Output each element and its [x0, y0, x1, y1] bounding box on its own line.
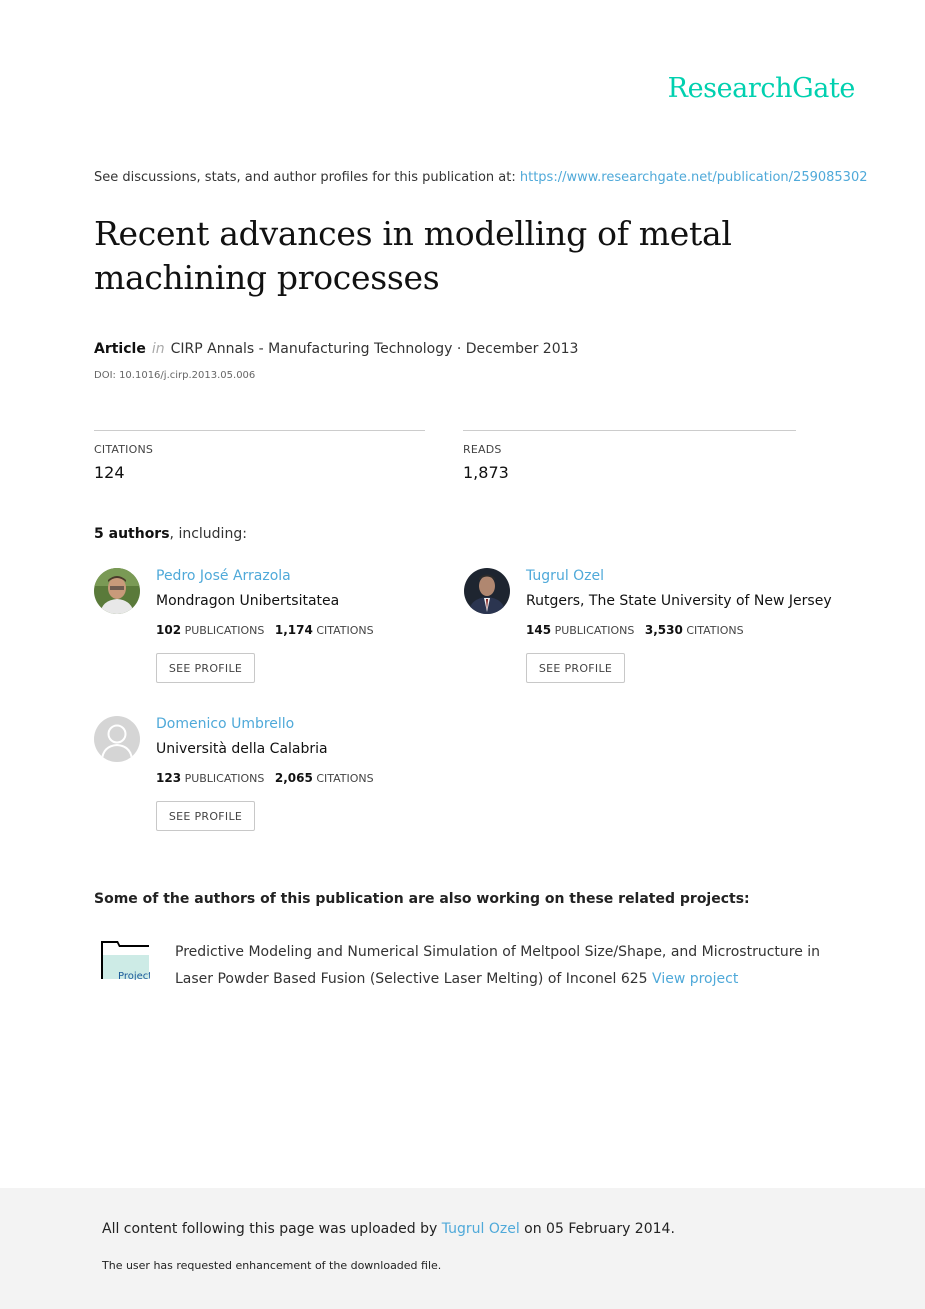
upload-prefix: All content following this page was uploaded by: [102, 1221, 442, 1237]
enhancement-note: The user has requested enhancement of the downloaded file.: [102, 1259, 442, 1272]
publications-count: 145: [526, 623, 552, 637]
publications-label: PUBLICATIONS: [184, 624, 265, 637]
citations-count: 3,530: [644, 623, 683, 637]
citations-label: CITATIONS: [316, 624, 374, 637]
see-profile-button[interactable]: SEE PROFILE: [156, 653, 255, 683]
authors-count: 5 authors: [94, 526, 170, 542]
author-card: [94, 716, 454, 846]
researchgate-logo[interactable]: ResearchGate: [667, 73, 855, 104]
publications-label: PUBLICATIONS: [184, 772, 265, 785]
author-card: [94, 568, 454, 698]
citations-stat: [94, 430, 425, 482]
see-profile-button[interactable]: SEE PROFILE: [526, 653, 625, 683]
publications-count: 123: [156, 771, 182, 785]
citations-count: 1,174: [274, 623, 313, 637]
see-discussions-line: [94, 170, 868, 185]
view-project-link[interactable]: View project: [652, 971, 739, 987]
avatar[interactable]: [94, 568, 140, 614]
doi: DOI: 10.1016/j.cirp.2013.05.006: [94, 370, 256, 381]
citations-value: 124: [94, 463, 125, 482]
authors-suffix: , including:: [169, 526, 247, 542]
publication-type: Article: [94, 341, 146, 357]
reads-value: 1,873: [463, 463, 509, 482]
project-text: Predictive Modeling and Numerical Simulation of Meltpool Size/Shape, and Microstructure in Laser Powder Based Fusion (Selective Laser Melting) of Inconel 625: [175, 944, 821, 987]
in-label: in: [151, 341, 165, 357]
upload-suffix: on 05 February 2014.: [519, 1221, 675, 1237]
author-counts: [156, 623, 374, 637]
default-avatar-icon[interactable]: [94, 716, 140, 762]
citations-label: CITATIONS: [316, 772, 374, 785]
publication-meta: [94, 341, 578, 357]
related-projects-heading: Some of the authors of this publication are also working on these related projects:: [94, 891, 750, 907]
authors-count-line: [94, 526, 247, 542]
author-card: [464, 568, 832, 698]
citations-count: 2,065: [274, 771, 313, 785]
citations-label: CITATIONS: [686, 624, 744, 637]
uploader-link[interactable]: Tugrul Ozel: [441, 1221, 520, 1237]
project-description: [175, 939, 835, 993]
footer: [0, 1188, 925, 1309]
see-discussions-text: See discussions, stats, and author profiles for this publication at:: [94, 170, 520, 185]
upload-line: [102, 1221, 675, 1237]
publication-title: Recent advances in modelling of metal machining processes: [94, 214, 732, 297]
reads-label: READS: [463, 443, 502, 456]
citations-label: CITATIONS: [94, 443, 154, 456]
author-name-link[interactable]: Tugrul Ozel: [526, 568, 605, 584]
author-name-link[interactable]: Domenico Umbrello: [156, 716, 295, 732]
project-icon[interactable]: [100, 940, 150, 980]
publication-url-link[interactable]: https://www.researchgate.net/publication/259085302: [519, 170, 868, 185]
reads-stat: [463, 430, 796, 482]
see-profile-button[interactable]: SEE PROFILE: [156, 801, 255, 831]
author-counts: [156, 771, 374, 785]
author-institution: Mondragon Unibertsitatea: [156, 593, 340, 609]
author-institution: Rutgers, The State University of New Jersey: [526, 593, 832, 609]
author-institution: Università della Calabria: [156, 741, 328, 757]
publications-count: 102: [156, 623, 182, 637]
publications-label: PUBLICATIONS: [554, 624, 635, 637]
project-icon-label: Project: [118, 971, 150, 980]
author-name-link[interactable]: Pedro José Arrazola: [156, 568, 291, 584]
venue-date: CIRP Annals - Manufacturing Technology · December 2013: [170, 341, 579, 357]
author-counts: [526, 623, 744, 637]
avatar[interactable]: [464, 568, 510, 614]
